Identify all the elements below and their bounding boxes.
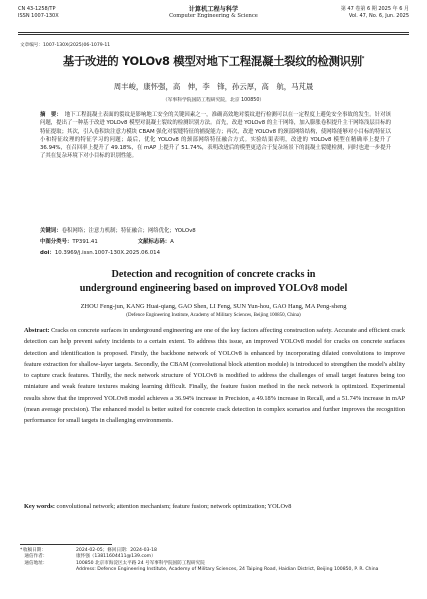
english-title-line-1: Detection and recognition of concrete cracks in bbox=[111, 269, 316, 280]
english-title bbox=[20, 268, 407, 296]
address-cn: 100850 北京市海淀区太平路 24 号军事科学院国防工程研究院 bbox=[76, 560, 205, 566]
footnote bbox=[20, 548, 403, 574]
doc-code: A bbox=[170, 239, 174, 245]
english-keywords bbox=[24, 501, 405, 512]
article-number: 文章编号：1007-130X(2025)06-1079-11 bbox=[20, 43, 111, 48]
chinese-abstract bbox=[40, 111, 391, 161]
chinese-keywords-text: 卷积网络；注意力机制；特征融合；网络优化；YOLOv8 bbox=[61, 228, 196, 234]
issue-info-en: Vol. 47, No. 6, Jun. 2025 bbox=[348, 13, 409, 19]
issue-info bbox=[341, 6, 409, 20]
issue-info-cn: 第 47 卷第 6 期 2025 年 6 月 bbox=[340, 6, 409, 12]
chinese-authors: 周丰峻，康怀强，高 伸，李 锋，孙云厚，高 航，马芃晟 bbox=[113, 82, 314, 91]
header-rule-thin bbox=[18, 34, 409, 35]
chinese-abstract-label: 摘 要： bbox=[40, 112, 62, 118]
title-footnote-mark: * bbox=[361, 56, 365, 63]
cn-code: CN 43-1258/TP bbox=[18, 6, 56, 12]
english-keywords-text: convolutional network; attention mechanism; feature fusion; network optimization; YOLOv8 bbox=[56, 503, 292, 510]
chinese-abstract-text: 地下工程混凝土表面的裂纹是影响地工安全的关键因素之一，准确高效地对裂纹进行检测可以在一定程度上避免安全事故的发生。针对该问题，提出了一种基于改进 YOLOv8 模型对混凝土裂纹的检测识别方法。首先，改进 YOLOv8 的主干网络，加入膨胀卷积提升主干网络浅层目标的特征提取；其次，引入卷积块注意力模块 CBAM 强化对裂缝特征的捕捉能力；再次，改进 YOLOv8 的颈部网络结构，使网络能够对小目标的特征以小和特征纹理的特征学习的问题；最后，优化 YOLOv8 的颈部网络特征融合方式。实验结果表明，改进的 YOLOv8 模型在精确率上提升了 36.94%，在召回率上提升了 49.18%，在 mAP 上提升了 51.74%，表明改进后的模型更适合于复杂场景下的混凝土裂缝检测，同时也进一步提升了其在复杂环境下对小目标的识别性能。 bbox=[40, 112, 391, 160]
postal-address-en bbox=[20, 567, 403, 573]
address-en: Address: Defence Engineering Institute, Academy of Military Sciences, 24 Taiping Road, Haidian District, Beijing 100850, P. R. China bbox=[76, 567, 379, 573]
chinese-title bbox=[10, 53, 417, 69]
clc-label: 中图分类号： bbox=[40, 239, 73, 245]
english-title-line-2: underground engineering based on improved YOLOv8 model bbox=[79, 283, 348, 294]
clc-code: TP391.41 bbox=[72, 239, 98, 245]
corresponding-label: 通信作者： bbox=[24, 554, 48, 560]
issn-code: ISSN 1007-130X bbox=[18, 13, 59, 19]
received-value: 2024-02-05；修回日期：2024-03-18 bbox=[76, 548, 157, 553]
received-label: 收稿日期： bbox=[22, 548, 46, 553]
received-date: * 收稿日期： 2024-02-05；修回日期：2024-03-18 bbox=[20, 548, 157, 553]
chinese-keywords bbox=[40, 226, 391, 234]
corresponding-value: 康怀强（13811604411@139.com） bbox=[76, 554, 156, 560]
english-abstract-label: Abstract: bbox=[24, 327, 50, 334]
chinese-keywords-label: 关键词： bbox=[40, 228, 62, 234]
running-header bbox=[18, 6, 409, 32]
doi-label: doi： bbox=[40, 250, 55, 256]
english-affiliation: (Defence Engineering Institute, Academy of Military Sciences, Beijing 100850, China) bbox=[126, 313, 301, 318]
chinese-title-text: 基于改进的 YOLOv8 模型对地下工程混凝土裂纹的检测识别 bbox=[62, 54, 362, 68]
journal-name-en: Computer Engineering & Science bbox=[169, 13, 258, 19]
footnote-rule bbox=[20, 544, 112, 545]
chinese-affiliation: （军事科学院国防工程研究院，北京 100850） bbox=[162, 98, 265, 103]
doi bbox=[40, 248, 160, 256]
doc-code-label: 文献标志码： bbox=[137, 239, 171, 245]
header-rule bbox=[18, 32, 409, 33]
english-keywords-label: Key words: bbox=[24, 503, 55, 510]
english-abstract bbox=[24, 325, 405, 427]
doi-value: 10.3969/j.issn.1007-130X.2025.06.014 bbox=[54, 250, 161, 256]
english-authors: ZHOU Feng-jun, KANG Huai-qiang, GAO Shen, LI Feng, SUN Yun-hou, GAO Hang, MA Peng-sheng bbox=[80, 303, 347, 310]
address-label: 通信地址： bbox=[24, 560, 48, 566]
english-abstract-text: Cracks on concrete surfaces in underground engineering are one of the key factors affecting construction safety. Accurate and efficient crack detection can help prevent safety incidents to a certain extent. To address this issue, an improved YOLOv8 model for cracks on concrete surfaces detection and identification is proposed. Firstly, the backbone network of YOLOv8 is enhanced by incorporating dilated convolutions to improve feature extraction for shallow-layer targets. Secondly, the CBAM (convolutional block attention module) is introduced to strengthen the model's ability to capture crack features. Thirdly, the neck network structure of YOLOv8 is modified to address the challenges of small target features being too miniature and weak feature textures making learning difficult. Finally, the feature fusion method in the neck network is optimized. Experimental results show that the improved YOLOv8 model achieves a 36.94% increase in Precision, a 49.18% increase in Recall, and a 51.74% increase in mAP (mean average precision). The enhanced model is better suited for concrete crack detection in complex scenarios and further improves the recognition performance for small targets in challenging environments. bbox=[24, 327, 405, 425]
journal-name-cn: 计算机工程与科学 bbox=[188, 6, 239, 13]
classification-codes bbox=[40, 237, 174, 245]
